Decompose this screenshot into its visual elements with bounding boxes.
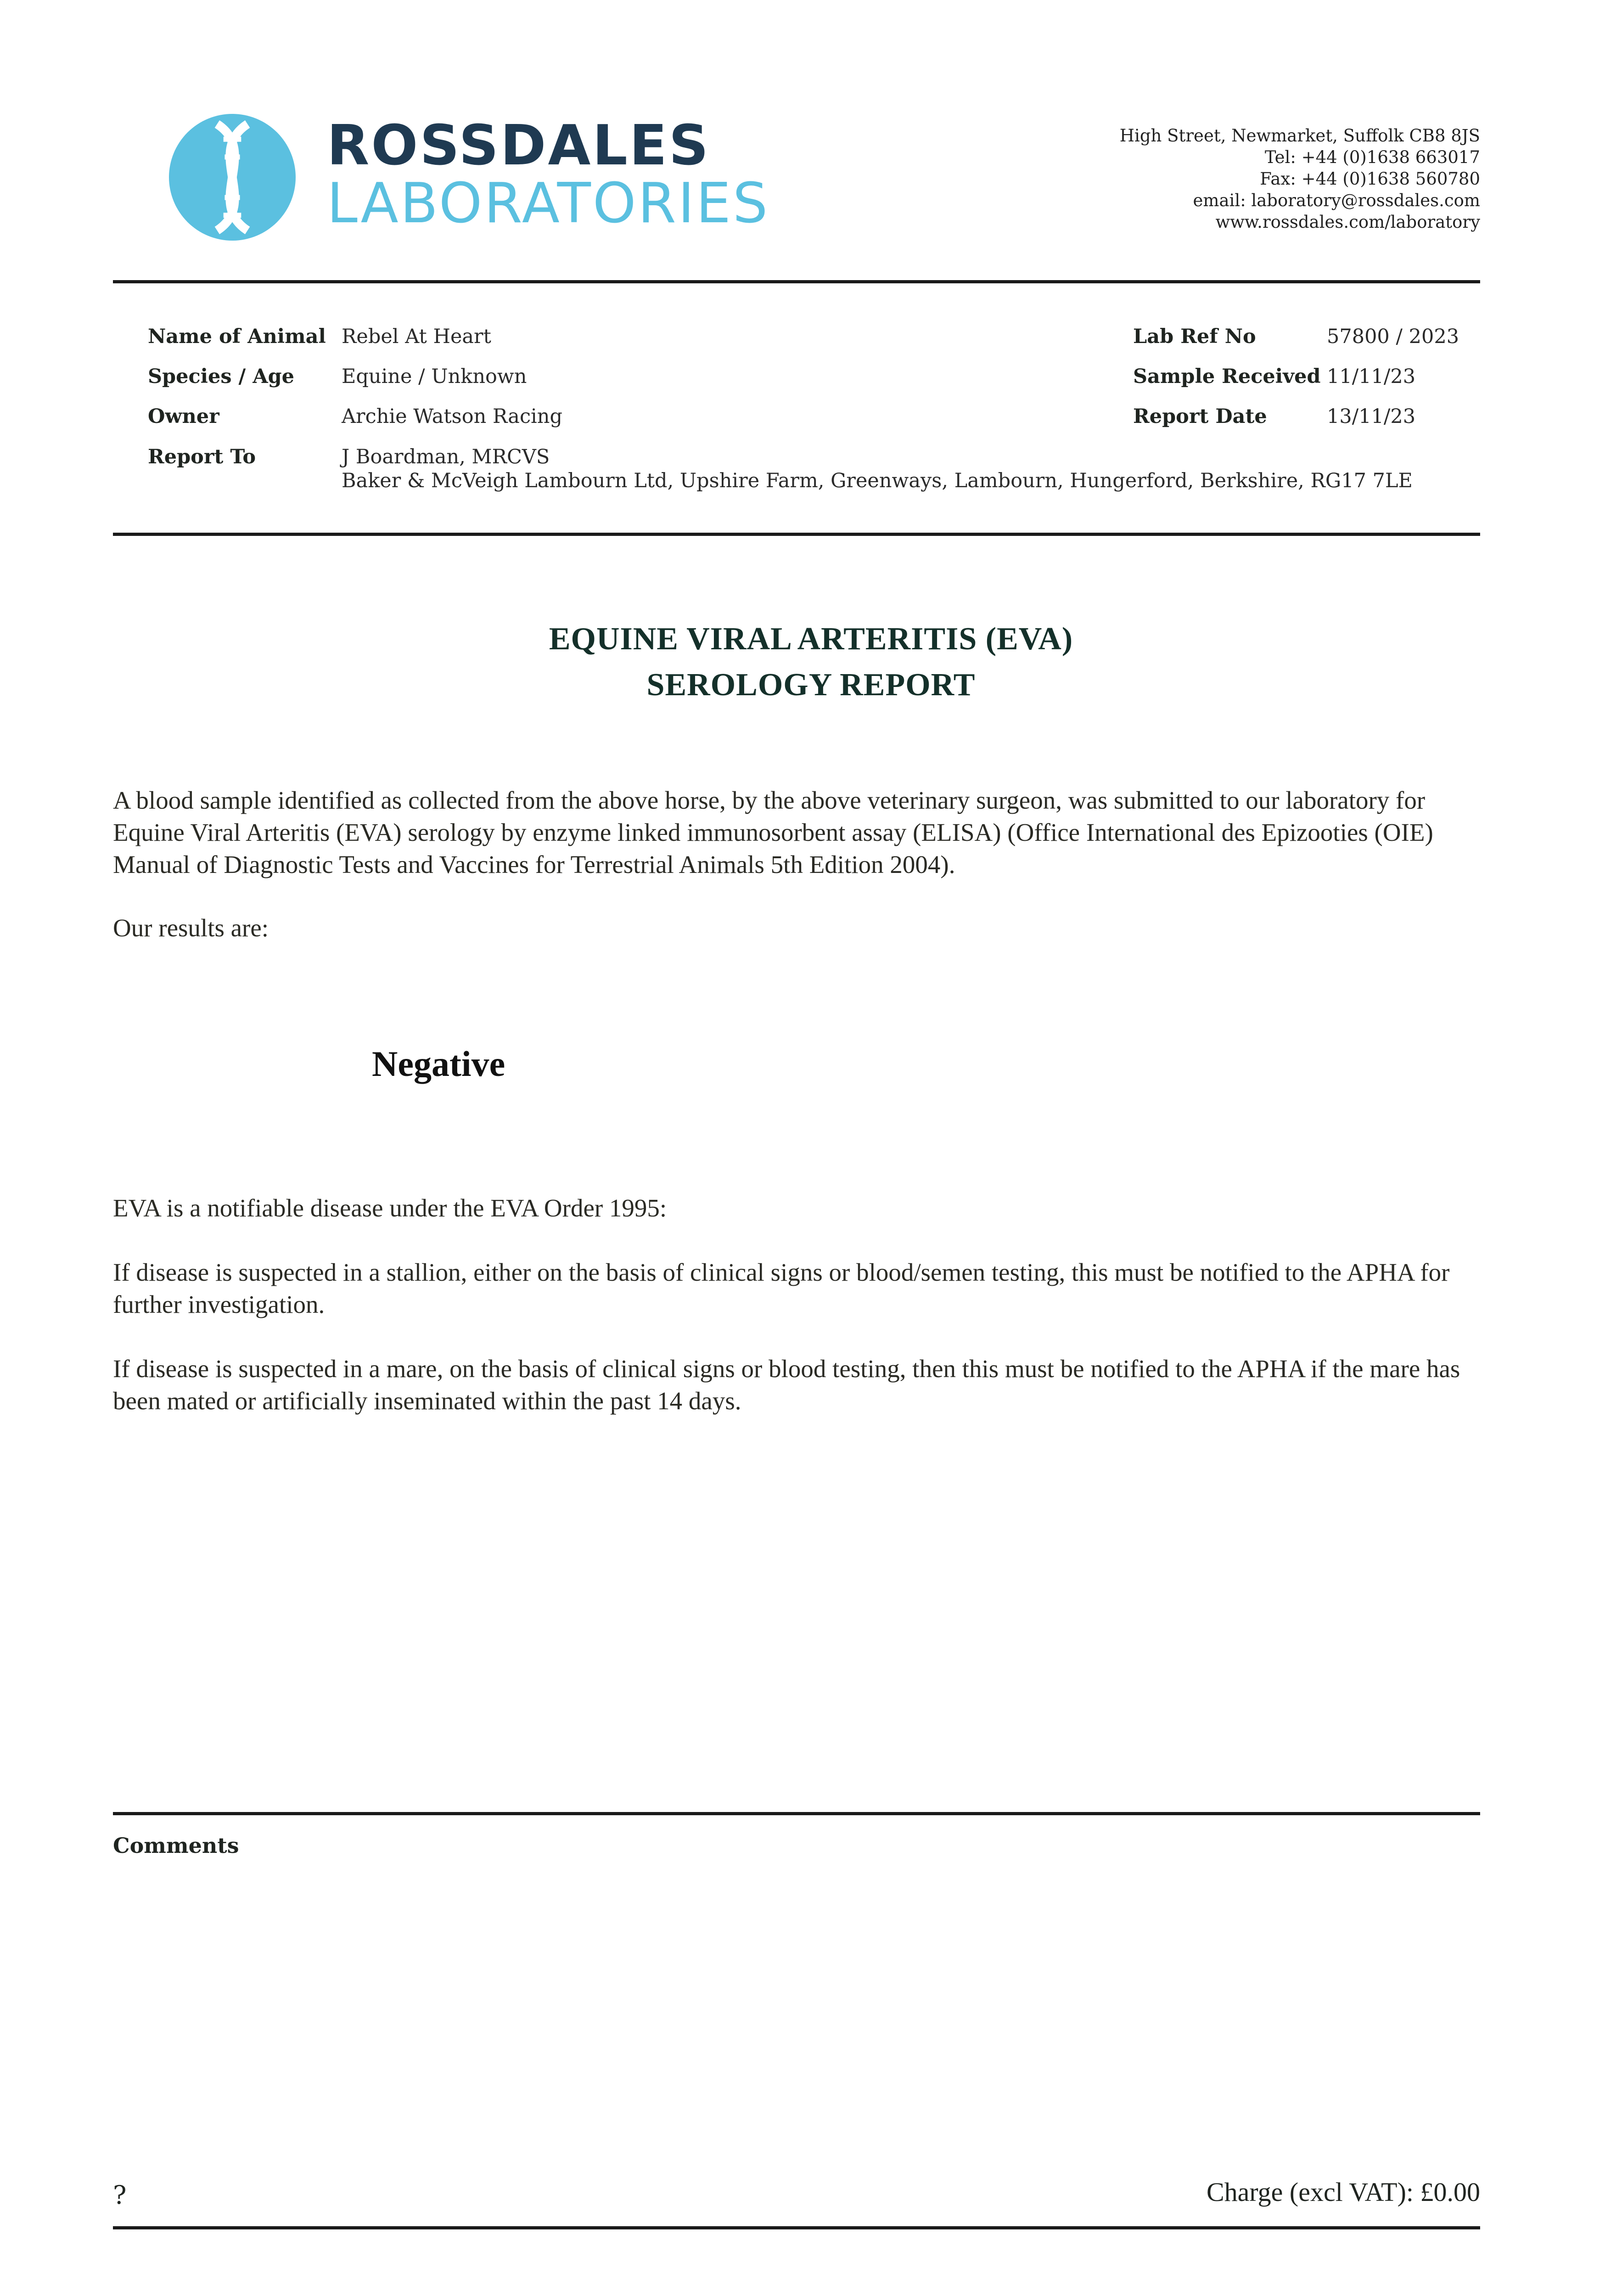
report-date-label: Report Date [1133, 405, 1267, 428]
species-label: Species / Age [148, 365, 294, 388]
telephone: Tel: +44 (0)1638 663017 [1264, 147, 1480, 167]
charge-text: Charge (excl VAT): £0.00 [1206, 2177, 1480, 2207]
owner-value: Archie Watson Racing [342, 405, 562, 428]
brand-name: ROSSDALES [327, 114, 711, 178]
notifiable-note: EVA is a notifiable disease under the EVA Order 1995: [113, 1194, 667, 1222]
comments-divider [113, 1812, 1480, 1815]
lab-ref-label: Lab Ref No [1133, 325, 1256, 348]
report-to-address: Baker & McVeigh Lambourn Ltd, Upshire Farm, Greenways, Lambourn, Hungerford, Berkshire, RG17 7LE [342, 469, 1413, 492]
comments-label: Comments [113, 1833, 239, 1858]
intro-paragraph: A blood sample identified as collected from the above horse, by the above veterinary surgeon, was submitted to our laboratory for Equine Viral Arteritis (EVA) serology by enzyme linked immunosorbent assay (ELISA) (Office International des Epizooties (OIE) Manual of Diagnostic Tests and Vaccines for Terrestrial Animals 5th Edition 2004). [113, 786, 1433, 878]
address: High Street, Newmarket, Suffolk CB8 8JS [1119, 126, 1480, 146]
results-intro: Our results are: [113, 914, 269, 942]
report-title: EQUINE VIRAL ARTERITIS (EVA) [549, 621, 1073, 657]
report-to-label: Report To [148, 445, 256, 468]
species-value: Equine / Unknown [342, 365, 527, 388]
owner-label: Owner [148, 405, 219, 428]
name-value: Rebel At Heart [342, 325, 491, 348]
fax: Fax: +44 (0)1638 560780 [1260, 169, 1480, 189]
stallion-note: If disease is suspected in a stallion, either on the basis of clinical signs or blood/semen testing, this must be notified to the APHA for further investigation. [113, 1258, 1450, 1318]
lab-ref-value: 57800 / 2023 [1327, 325, 1459, 348]
result-value: Negative [372, 1044, 505, 1084]
report-subtitle: SEROLOGY REPORT [646, 667, 976, 703]
footer-divider [113, 2226, 1480, 2229]
sample-received-label: Sample Received [1133, 365, 1321, 388]
contact-block [1120, 125, 1480, 233]
sample-received-value: 11/11/23 [1327, 365, 1416, 388]
footer-mark: ? [113, 2180, 127, 2210]
email[interactable]: email: laboratory@rossdales.com [1193, 191, 1480, 210]
mare-note: If disease is suspected in a mare, on the basis of clinical signs or blood testing, then this must be notified to the APHA if the mare has been mated or artificially inseminated within the past 14 days. [113, 1355, 1460, 1415]
report-to-name: J Boardman, MRCVS [342, 445, 550, 468]
report-date-value: 13/11/23 [1327, 405, 1416, 428]
brand-subtitle: LABORATORIES [327, 172, 770, 236]
website[interactable]: www.rossdales.com/laboratory [1215, 212, 1480, 232]
name-label: Name of Animal [148, 325, 326, 348]
info-divider [113, 533, 1480, 536]
dna-logo-icon [169, 114, 296, 241]
header-divider [113, 280, 1480, 283]
